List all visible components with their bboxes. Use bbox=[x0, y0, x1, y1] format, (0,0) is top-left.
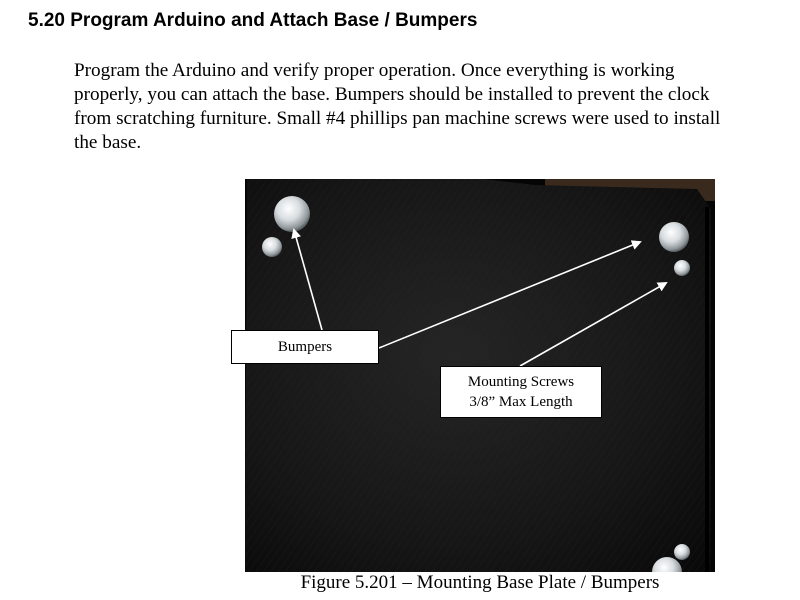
figure-caption: Figure 5.201 – Mounting Base Plate / Bumpers bbox=[300, 572, 660, 593]
bumper-top-right bbox=[659, 222, 689, 252]
paragraph-line: the base. bbox=[74, 132, 142, 153]
screw-bottom-right bbox=[674, 544, 690, 560]
paragraph-line: Program the Arduino and verify proper operation. Once everything is working bbox=[74, 60, 675, 81]
paragraph-line: properly, you can attach the base. Bumpers should be installed to prevent the clock bbox=[74, 84, 710, 105]
paragraph-line: from scratching furniture. Small #4 phillips pan machine screws were used to install bbox=[74, 108, 721, 129]
section-heading: 5.20 Program Arduino and Attach Base / Bumpers bbox=[28, 10, 478, 31]
callout-screws-line1: Mounting Screws bbox=[467, 374, 575, 390]
screw-top-right bbox=[674, 260, 690, 276]
callout-bumpers bbox=[231, 330, 379, 364]
callout-screws-line2: 3/8” Max Length bbox=[469, 394, 573, 410]
bumper-top-left bbox=[274, 196, 310, 232]
screw-top-left bbox=[262, 237, 282, 257]
callout-bumpers-label: Bumpers bbox=[277, 339, 333, 355]
callout-mounting-screws bbox=[440, 366, 602, 418]
instruction-paragraph bbox=[74, 59, 786, 155]
